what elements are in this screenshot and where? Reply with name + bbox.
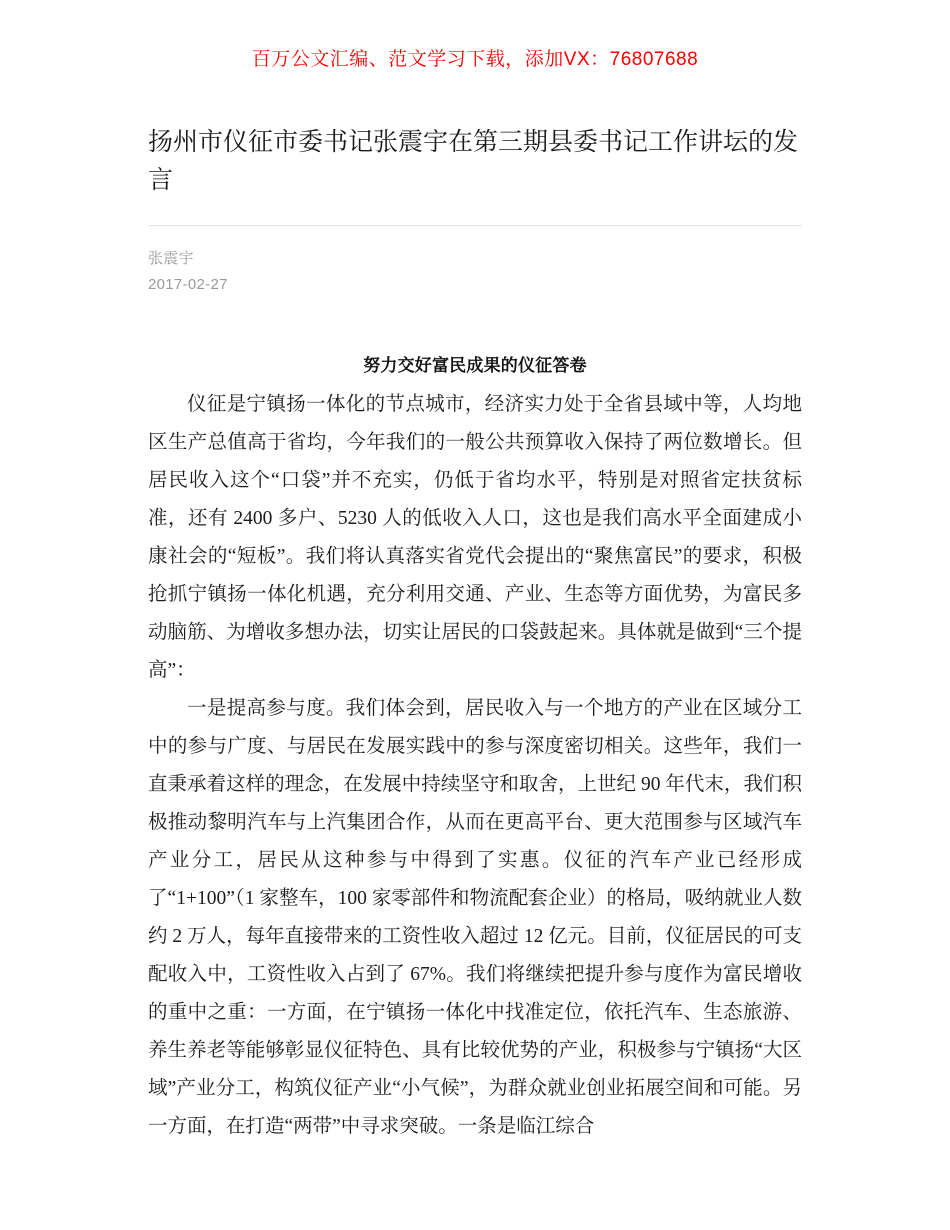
page-title: 扬州市仪征市委书记张震宇在第三期县委书记工作讲坛的发言 — [148, 124, 802, 226]
document-meta — [148, 246, 802, 299]
promo-banner: 百万公文汇编、范文学习下载，添加VX：76807688 — [251, 49, 699, 70]
article-body — [148, 351, 802, 1146]
article-heading: 努力交好富民成果的仪征答卷 — [363, 355, 587, 375]
paragraph: 仪征是宁镇扬一体化的节点城市，经济实力处于全省县域中等，人均地区生产总值高于省均，今年我们的一般公共预算收入保持了两位数增长。但居民收入这个“口袋”并不充实，仍低于省均水平，特别是对照省定扶贫标准，还有 2400 多户、5230 人的低收入人口，这也是我们高水平全面建成小康社会的“短板”。我们将认真落实省党代会提出的“聚焦富民”的要求，积极抢抓宁镇扬一体化机遇，充分利用交通、产业、生态等方面优势，为富民多动脑筋、为增收多想办法，切实让居民的口袋鼓起来。具体就是做到“三个提高”： — [148, 393, 802, 681]
paragraph: 一是提高参与度。我们体会到，居民收入与一个地方的产业在区域分工中的参与广度、与居民在发展实践中的参与深度密切相关。这些年，我们一直秉承着这样的理念，在发展中持续坚守和取舍，上世纪 90 年代末，我们积极推动黎明汽车与上汽集团合作，从而在更高平台、更大范围参与区域汽车产业分工，居民从这种参与中得到了实惠。仪征的汽车产业已经形成了“1+100”（1 家整车，100 家零部件和物流配套企业）的格局，吸纳就业人数约 2 万人，每年直接带来的工资性收入超过 12 亿元。目前，仪征居民的可支配收入中，工资性收入占到了 67%。我们将继续把提升参与度作为富民增收的重中之重：一方面，在宁镇扬一体化中找准定位，依托汽车、生态旅游、养生养老等能够彰显仪征特色、具有比较优势的产业，积极参与宁镇扬“大区域”产业分工，构筑仪征产业“小气候”，为群众就业创业拓展空间和可能。另一方面，在打造“两带”中寻求突破。一条是临江综合 — [148, 697, 802, 1137]
publish-date: 2017-02-27 — [148, 276, 228, 294]
author-name: 张震宇 — [148, 250, 194, 267]
